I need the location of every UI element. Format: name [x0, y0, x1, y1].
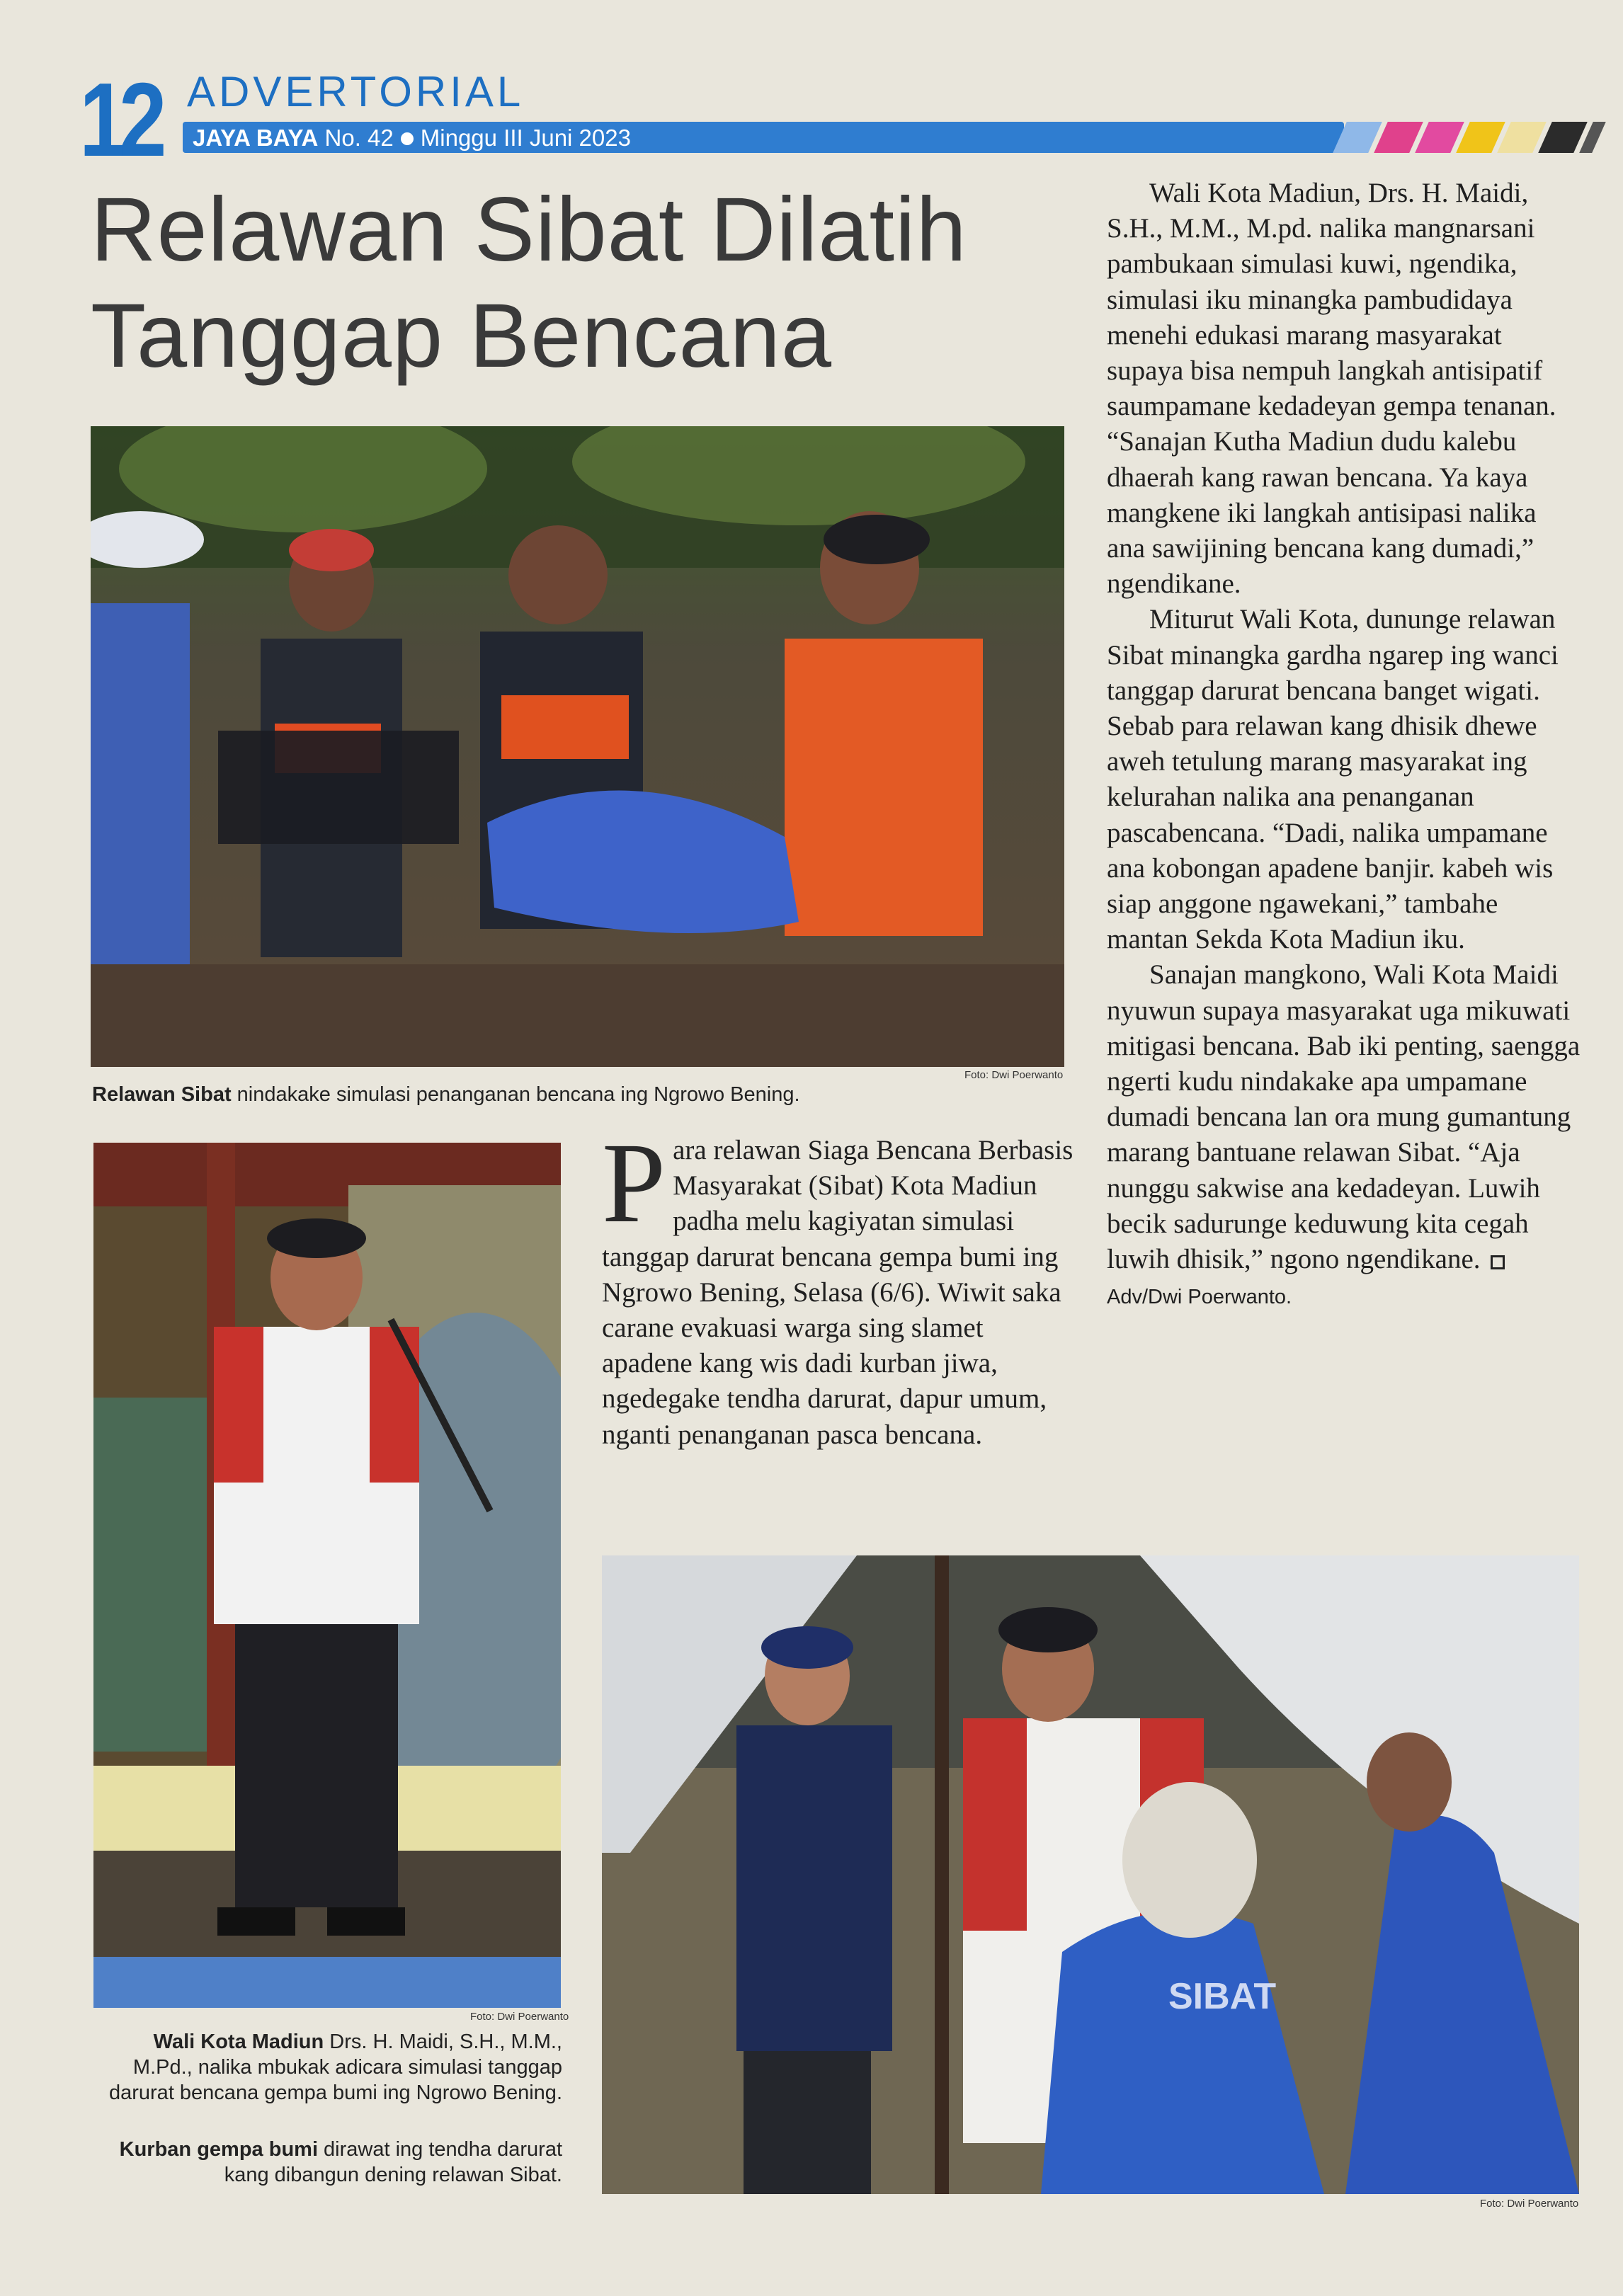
page-number: 12 — [79, 62, 159, 178]
caption-left-photo — [92, 2029, 562, 2106]
paragraph: Miturut Wali Kota, dununge relawan Sibat minangka gardha ngarep ing wanci tanggap darurat bencana banget wigati. Sebab para relawan kang dhisik dhewe aweh tetulung marang masyarakat ing kelurahan nalika ana penanganan pascabencana. “Dadi, nalika umpamane ana kobongan apadene banjir. kabeh wis siap anggone ngawekani,” tambahe mantan Sekda Kota Madiun iku. — [1107, 604, 1559, 955]
issue-number: No. 42 — [324, 125, 394, 151]
article-intro — [602, 1120, 1076, 1453]
intro-text: ara relawan Siaga Bencana Berbasis Masyarakat (Sibat) Kota Madiun padha melu kagiyatan simulasi tanggap darurat bencana gempa bumi ing Ngrowo Bening, Selasa (6/6). Wiwit saka carane evakuasi warga sing slamet apadene kang wis dadi kurban jiwa, ngedegake tendha darurat, dapur umum, nganti penanganan pasca bencana. — [602, 1135, 1074, 1450]
signoff: Adv/Dwi Poerwanto. — [1107, 1286, 1292, 1309]
caption-text: Drs. H. Maidi, S.H., M.M., M.Pd., nalika mbukak adicara simulasi tanggap darurat bencana gempa bumi ing Ngrowo Bening. — [108, 2031, 562, 2104]
headline-line-2: Tanggap Bencana — [91, 285, 832, 387]
issue-line — [193, 125, 631, 152]
caption-bottom-photo — [92, 2137, 562, 2188]
photo-emergency-tent — [602, 1555, 1579, 2194]
paragraph — [1107, 957, 1581, 1315]
caption-bold: Wali Kota Madiun — [153, 2031, 324, 2053]
caption-bold: Kurban gempa bumi — [119, 2138, 318, 2161]
section-label: ADVERTORIAL — [187, 68, 525, 115]
caption-text: nindakake simulasi penanganan bencana ing Ngrowo Bening. — [231, 1083, 800, 1106]
caption-text: dirawat ing tendha darurat kang dibangun dening relawan Sibat. — [224, 2138, 562, 2186]
headline-line-1: Relawan Sibat Dilatih — [91, 179, 967, 280]
bullet-icon — [401, 132, 414, 145]
photo-credit: Foto: Dwi Poerwanto — [470, 2011, 569, 2023]
color-stripe — [1456, 122, 1505, 153]
caption-bold: Relawan Sibat — [92, 1083, 232, 1106]
publication-name: JAYA BAYA — [193, 125, 319, 151]
color-stripe — [1415, 122, 1464, 153]
color-stripe — [1374, 122, 1423, 153]
color-stripe — [1497, 122, 1547, 153]
shirt-lettering: SIBAT — [1168, 1976, 1277, 2017]
color-stripe — [1538, 122, 1588, 153]
paragraph-text: Sanajan mangkono, Wali Kota Maidi nyuwun supaya masyarakat uga mikuwati mitigasi bencana. Bab iki penting, saengga ngerti kudu nindakake apa umpamane dumadi bencana lan ora mung gumantung marang bantuane relawan Sibat. “Aja nunggu sakwise ana kedadeyan. Luwih becik sadurunge keduwung kita cegah luwih dhisik,” ngono ngendikane. — [1107, 959, 1581, 1275]
headline — [91, 177, 1068, 389]
drop-cap: P — [602, 1120, 666, 1247]
photo-mayor-speech — [93, 1143, 561, 2008]
caption-top-photo — [92, 1082, 800, 1107]
paragraph: Wali Kota Madiun, Drs. H. Maidi, S.H., M.M., M.pd. nalika mangnarsani pambukaan simulasi kuwi, ngendika, simulasi iku minangka pambudidaya menehi edukasi marang masyarakat supaya bisa nempuh langkah antisipatif saumpamane kedadeyan gempa tenanan. “Sanajan Kutha Madiun dudu kalebu dhaerah kang rawan bencana. Ya kaya mangkene iki langkah antisipasi nalika ana sawijining bencana kang dumadi,” ngendikane. — [1107, 178, 1556, 600]
issue-date: Minggu III Juni 2023 — [420, 125, 631, 151]
photo-credit: Foto: Dwi Poerwanto — [1480, 2198, 1579, 2210]
photo-credit: Foto: Dwi Poerwanto — [964, 1069, 1064, 1081]
photo-volunteers-evacuation — [91, 426, 1064, 1067]
end-mark-icon — [1491, 1255, 1505, 1269]
article-body — [1107, 176, 1581, 1315]
